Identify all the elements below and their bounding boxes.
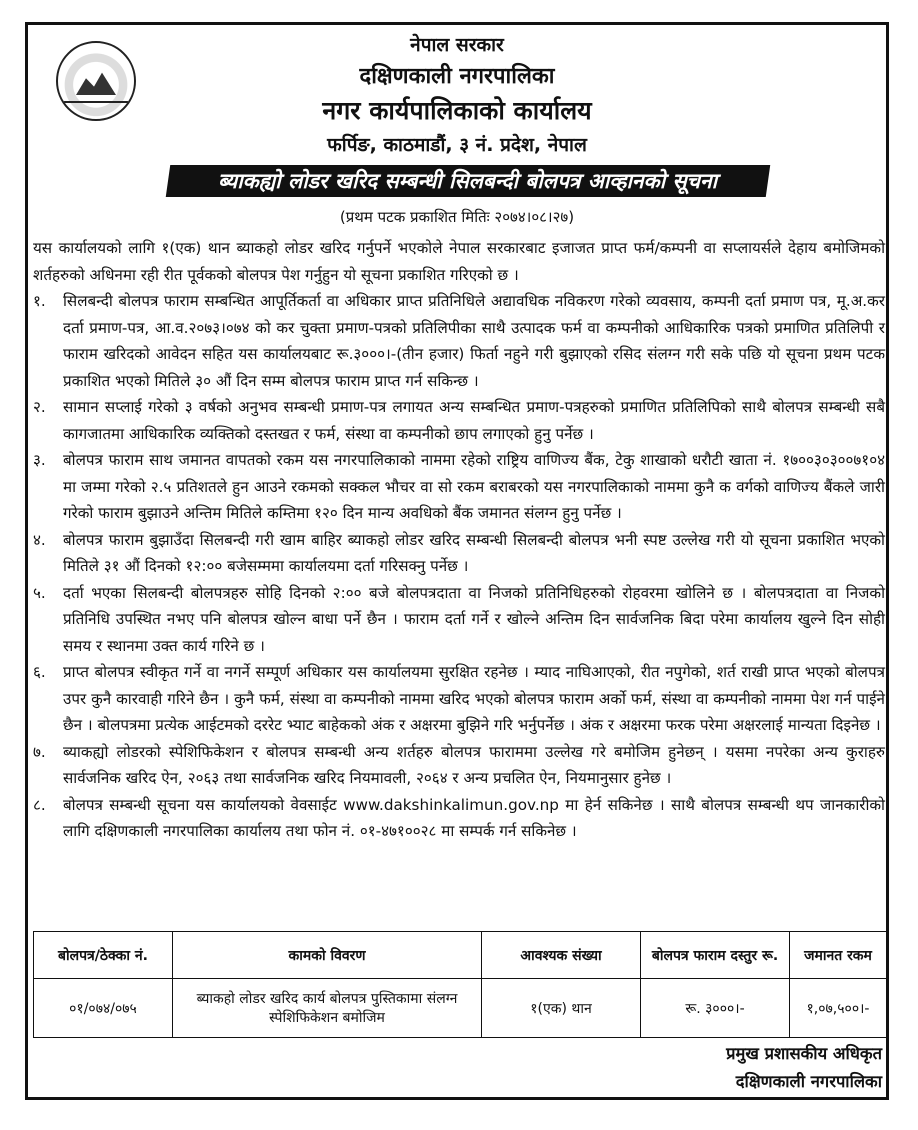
- clause: [33, 527, 885, 580]
- clause-number: ७.: [33, 742, 46, 761]
- clause-text: सिलबन्दी बोलपत्र फाराम सम्बन्धित आपूर्तिकर्ता वा अधिकार प्राप्त प्रतिनिधिले अद्यावधिक नविकरण गरेको व्यवसाय, कम्पनी दर्ता प्रमाण पत्र, मू.अ.कर दर्ता प्रमाण-पत्र, आ.व.२०७३।०७४ को कर चुक्ता प्रमाण-पत्रको प्रतिलिपीका साथै उत्पादक फर्म वा कम्पनीको आधिकारिक पत्रको प्रमाणित प्रतिलिपी र फाराम खरिदको आवेदन सहित यस कार्यालयबाट रू.३०००।-(तीन हजार) फिर्ता नहुने गरी बुझाएको रसिद संलग्न गरी सके पछि यो सूचना प्रथम पटक प्रकाशित भएको मितिले ३० औं दिन सम्म बोलपत्र फाराम प्राप्त गर्न सकिन्छ ।: [63, 292, 885, 390]
- office-name: नगर कार्यपालिकाको कार्यालय: [322, 96, 592, 125]
- office-address: फर्पिङ, काठमाडौं, ३ नं. प्रदेश, नेपाल: [327, 134, 587, 156]
- table-cell: १,०७,५००।-: [790, 979, 887, 1038]
- clause-number: ३.: [33, 451, 46, 469]
- clause: [33, 394, 885, 447]
- signatory-title: प्रमुख प्रशासकीय अधिकृत: [726, 1044, 882, 1063]
- municipality-name: दक्षिणकाली नगरपालिका: [359, 64, 555, 89]
- government-name: नेपाल सरकार: [410, 34, 504, 56]
- column-header: कामको विवरण: [173, 932, 482, 979]
- clause: [33, 659, 885, 739]
- tender-table: [33, 931, 887, 1038]
- notice-title-banner: [166, 165, 770, 197]
- published-date: (प्रथम पटक प्रकाशित मितिः २०७४।०८।२७): [339, 208, 575, 226]
- intro-paragraph: यस कार्यालयको लागि १(एक) थान ब्याकहो लोडर खरिद गर्नुपर्ने भएकोले नेपाल सरकारबाट इजाजत प्राप्त फर्म/कम्पनी वा सप्लायर्सले देहाय बमोजिमको शर्तहरुको अधिनमा रही रीत पूर्वकको बोलपत्र पेश गर्नुहुन यो सूचना प्रकाशित गरिएको छ ।: [33, 239, 885, 284]
- clause-number: २.: [33, 398, 46, 416]
- clause: [33, 739, 885, 792]
- clause-text: ब्याकह्यो लोडरको स्पेशिफिकेशन र बोलपत्र सम्बन्धी अन्य शर्तहरु बोलपत्र फाराममा उल्लेख गरे बमोजिम हुनेछन् । यसमा नपरेका अन्य कुराहरु सार्वजनिक खरिद ऐन, २०६३ तथा सार्वजनिक खरिद नियमावली, २०६४ र अन्य प्रचलित ऐन, नियमानुसार हुनेछ ।: [63, 742, 885, 787]
- clause-text: बोलपत्र फाराम बुझाउँदा सिलबन्दी गरी खाम बाहिर ब्याकहो लोडर खरिद सम्बन्धी सिलबन्दी बोलपत्र भनी स्पष्ट उल्लेख गरी यो सूचना प्रकाशित भएको मितिले ३१ औं दिनको १२:०० बजेसम्ममा कार्यालयमा दर्ता गरिसक्नु पर्नेछ ।: [63, 530, 885, 575]
- clause-number: ८.: [33, 795, 46, 814]
- notice-page: [25, 22, 889, 1100]
- table-row: [34, 979, 887, 1038]
- clause: [33, 792, 885, 845]
- table-cell: ब्याकहो लोडर खरिद कार्य बोलपत्र पुस्तिकामा संलग्न स्पेशिफिकेशन बमोजिम: [173, 979, 482, 1038]
- notice-header: [28, 25, 886, 226]
- column-header: जमानत रकम: [790, 932, 887, 979]
- table-cell: ०१/०७४/०७५: [34, 979, 173, 1038]
- clause-number: ६.: [33, 663, 46, 681]
- clause-number: ४.: [33, 530, 46, 549]
- clause-number: ५.: [33, 583, 46, 602]
- notice-body: [33, 235, 885, 845]
- table-cell: १(एक) थान: [482, 979, 641, 1038]
- clause-text: बोलपत्र फाराम साथ जमानत वापतको रकम यस नगरपालिकाको नाममा रहेको राष्ट्रिय वाणिज्य बैंक, टेकु शाखाको धरौटी खाता नं. १७००३०३००७१०४ मा जम्मा गरेको २.५ प्रतिशतले हुन आउने रकमको सक्कल भौचर वा सो रकम बराबरको यस नगरपालिकाको नाममा कुनै क वर्गको वाणिज्य बैंकले जारी गरेको फाराम बुझाउने अन्तिम मितिले कम्तिमा १२० दिन मान्य अवधिको बैंक जमानत संलग्न हुनु पर्नेछ ।: [63, 451, 885, 522]
- clause: [33, 447, 885, 527]
- column-header: बोलपत्र फाराम दस्तुर रू.: [641, 932, 790, 979]
- column-header: आवश्यक संख्या: [482, 932, 641, 979]
- clause-text: बोलपत्र सम्बन्धी सूचना यस कार्यालयको वेवसाईट www.dakshinkalimun.gov.np मा हेर्न सकिनेछ । साथै बोलपत्र सम्बन्धी थप जानकारीको लागि दक्षिणकाली नगरपालिका कार्यालय तथा फोन नं. ०१-४७१००२८ मा सम्पर्क गर्न सकिनेछ ।: [63, 795, 885, 840]
- column-header: बोलपत्र/ठेक्का नं.: [34, 932, 173, 979]
- clause: [33, 580, 885, 660]
- table-header-row: [34, 932, 887, 979]
- clause: [33, 288, 885, 394]
- table-cell: रू. ३०००।-: [641, 979, 790, 1038]
- clause-text: प्राप्त बोलपत्र स्वीकृत गर्ने वा नगर्ने सम्पूर्ण अधिकार यस कार्यालयमा सुरक्षित रहनेछ । म्याद नाघिआएको, रीत नपुगेको, शर्त राखी प्राप्त भएको बोलपत्र उपर कुनै कारवाही गरिने छैन । कुनै फर्म, संस्था वा कम्पनीको नाममा खरिद भएको बोलपत्र फाराम अर्को फर्म, संस्था वा कम्पनीको नाममा पेश गर्न पाईने छैन । बोलपत्रमा प्रत्येक आईटमको दररेट भ्याट बाहेकको अंक र अक्षरमा बुझिने गरि भर्नुपर्नेछ । अंक र अक्षरमा फरक परेमा अक्षरलाई मान्यता दिइनेछ ।: [63, 663, 885, 734]
- clause-text: सामान सप्लाई गरेको ३ वर्षको अनुभव सम्बन्धी प्रमाण-पत्र लगायत अन्य सम्बन्धित प्रमाण-पत्रहरुको प्रमाणित प्रतिलिपिको साथै बोलपत्र सम्बन्धी सबै कागजातमा आधिकारिक व्यक्तिको दस्तखत र फर्म, संस्था वा कम्पनीको छाप लगाएको हुनु पर्नेछ ।: [63, 398, 885, 443]
- signatory-organization: दक्षिणकाली नगरपालिका: [735, 1072, 882, 1091]
- clause-text: दर्ता भएका सिलबन्दी बोलपत्रहरु सोहि दिनको २:०० बजे बोलपत्रदाता वा निजको प्रतिनिधिहरुको रोहवरमा खोलिने छ । बोलपत्रदाता वा निजको प्रतिनिधि उपस्थित नभए पनि बोलपत्र खोल्न बाधा पर्ने छैन । फाराम दर्ता गर्ने र खोल्ने अन्तिम दिन सार्वजनिक बिदा परेमा कार्यालय खुल्ने दिन सोही समय र स्थानमा उक्त कार्य गरिने छ ।: [63, 583, 885, 655]
- clause-number: १.: [33, 292, 46, 310]
- notice-title: ब्याकह्यो लोडर खरिद सम्बन्धी सिलबन्दी बोलपत्र आव्हानको सूचना: [218, 169, 718, 193]
